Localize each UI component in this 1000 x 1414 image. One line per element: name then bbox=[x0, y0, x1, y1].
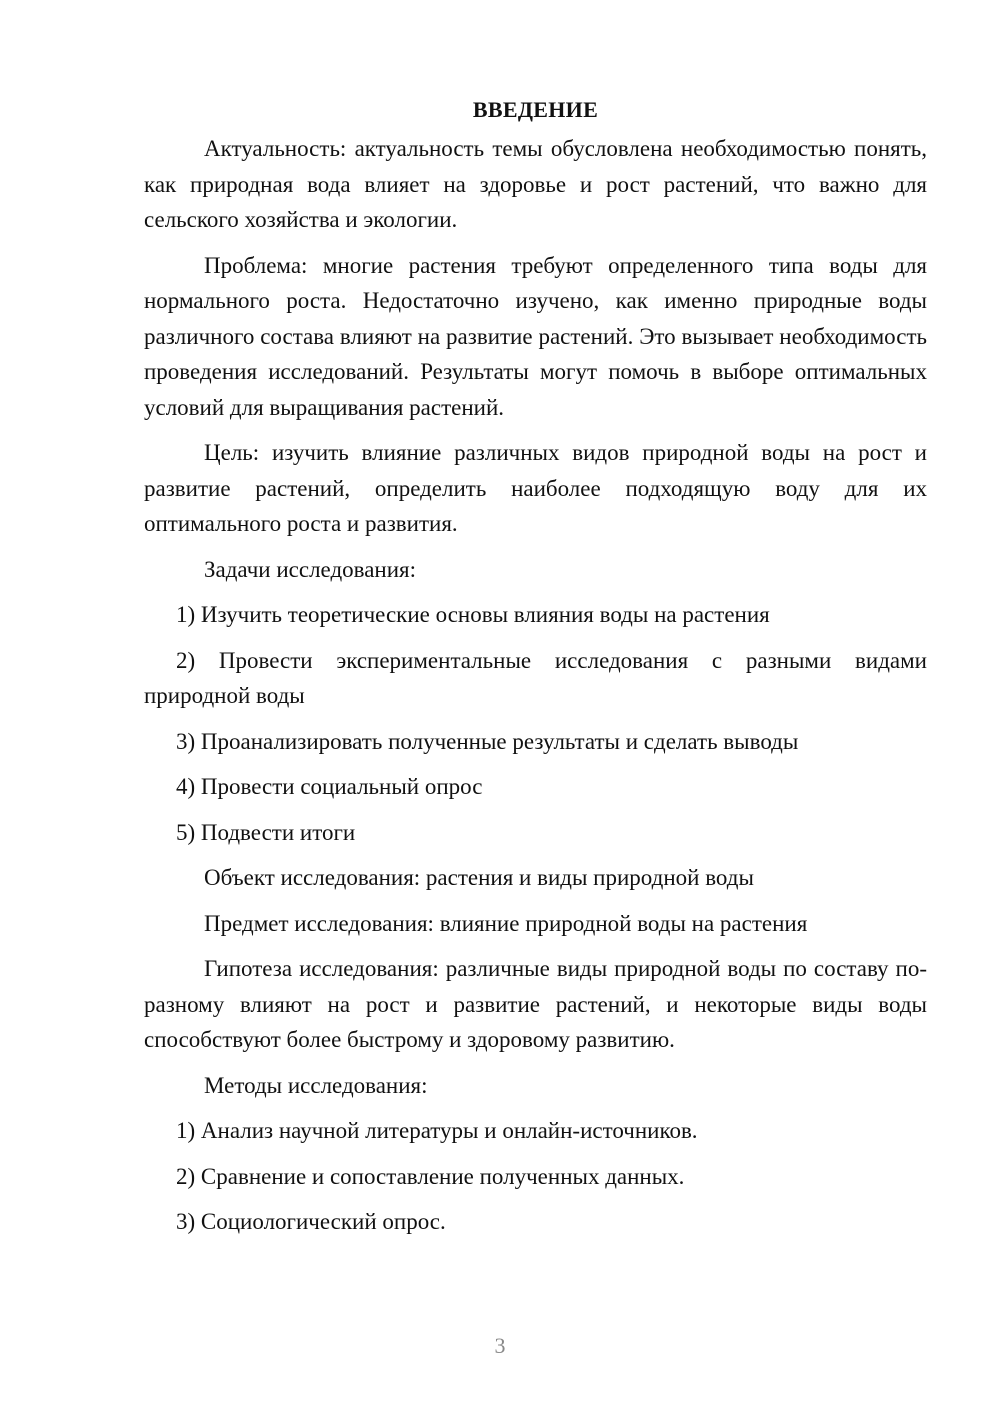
section-title: ВВЕДЕНИЕ bbox=[472, 97, 599, 122]
task-item: 1) Изучить теоретические основы влияния воды на растения bbox=[176, 602, 770, 627]
methods-heading: Методы исследования: bbox=[204, 1072, 428, 1098]
task-item: 2) Провести экспериментальные исследования с разными видами природной воды bbox=[144, 647, 927, 708]
method-item: 2) Сравнение и сопоставление полученных данных. bbox=[176, 1163, 685, 1189]
method-item: 3) Социологический опрос. bbox=[176, 1209, 446, 1234]
research-object: Объект исследования: растения и виды природной воды bbox=[204, 865, 754, 890]
research-subject: Предмет исследования: влияние природной воды на растения bbox=[204, 910, 808, 936]
research-hypothesis: Гипотеза исследования: различные виды природной воды по составу по-разному влияют на рост и развитие растений, и некоторые виды воды способствуют более быстрому и здоровому развитию. bbox=[144, 956, 927, 1052]
tasks-heading: Задачи исследования: bbox=[204, 556, 417, 582]
goal-paragraph: Цель: изучить влияние различных видов природной воды на рост и развитие растений, определить наиболее подходящую воду для их оптимального роста и развития. bbox=[144, 440, 927, 536]
page-number: 3 bbox=[494, 1333, 506, 1358]
problem-paragraph: Проблема: многие растения требуют определенного типа воды для нормального роста. Недостаточно изучено, как именно природные воды различного состава влияют на развитие растений. Это вызывает необходимость проведения исследований. Результаты могут помочь в выборе оптимальных условий для выращивания растений. bbox=[144, 252, 927, 420]
method-item: 1) Анализ научной литературы и онлайн-источников. bbox=[176, 1118, 698, 1143]
task-item: 5) Подвести итоги bbox=[176, 819, 356, 845]
page-content bbox=[144, 92, 927, 1250]
task-item: 3) Проанализировать полученные результаты и сделать выводы bbox=[176, 728, 799, 754]
relevance-paragraph: Актуальность: актуальность темы обусловлена необходимостью понять, как природная вода влияет на здоровье и рост растений, что важно для сельского хозяйства и экологии. bbox=[144, 136, 927, 232]
task-item: 4) Провести социальный опрос bbox=[176, 774, 483, 799]
